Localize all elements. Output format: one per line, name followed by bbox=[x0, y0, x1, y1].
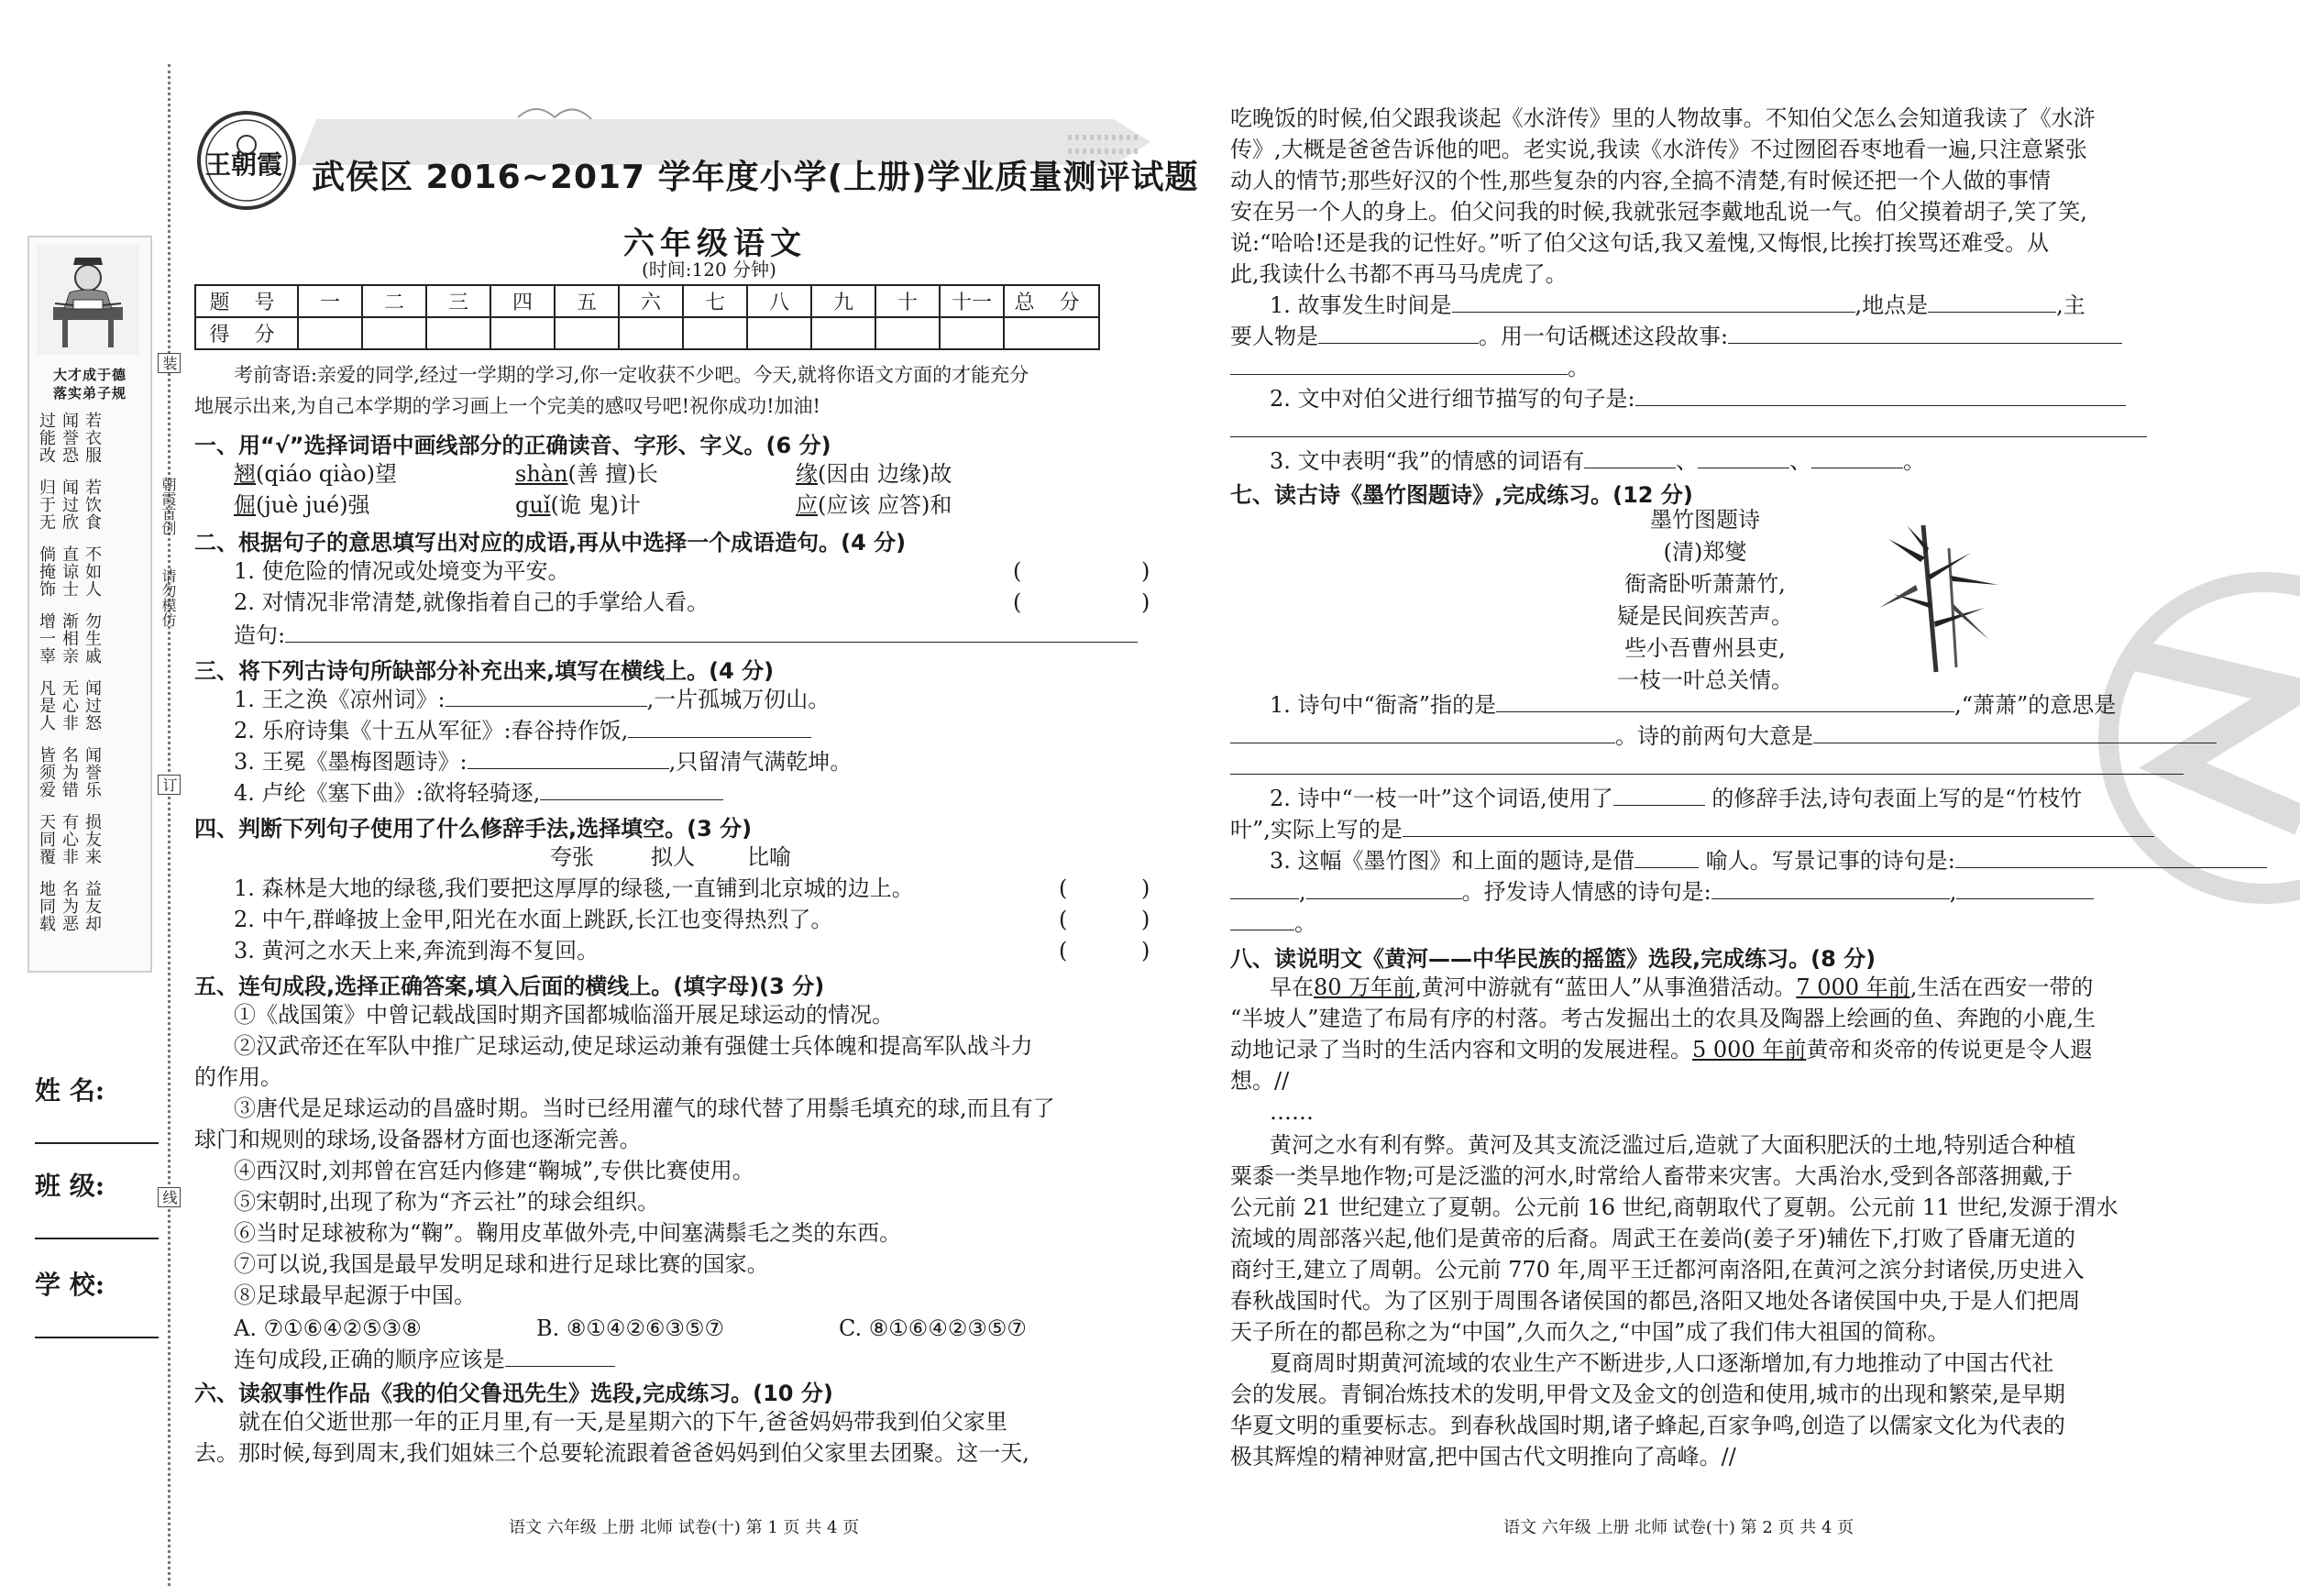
q7-prompt: 1. 诗句中“衙斋”指的是 bbox=[1270, 692, 1497, 718]
score-input-cell[interactable] bbox=[1004, 317, 1099, 349]
proverb-col: 名为恶 bbox=[60, 880, 79, 932]
q5-order-blank[interactable] bbox=[505, 1344, 615, 1367]
score-cell: 五 bbox=[555, 285, 619, 317]
q3-line bbox=[234, 715, 811, 746]
q8-passage-line: 天子所在的都邑称之为“中国”,久而久之,“中国”成了我们伟大祖国的简称。 bbox=[1230, 1319, 1950, 1345]
q7-blank-line bbox=[1230, 908, 1316, 939]
q8-text: ,生活在西安一带的 bbox=[1909, 974, 2094, 1000]
proverb-col: 天同覆 bbox=[37, 813, 56, 865]
proverb-item bbox=[37, 746, 217, 798]
q2-sentence-blank[interactable] bbox=[285, 620, 1138, 643]
q4-option: 比喻 bbox=[747, 844, 791, 870]
score-cell: 十一 bbox=[940, 285, 1004, 317]
q1-target: shàn bbox=[515, 461, 568, 487]
q7-blank[interactable] bbox=[1634, 845, 1699, 868]
q3-line bbox=[234, 746, 852, 777]
q5-order bbox=[234, 1344, 615, 1375]
q2-make-label: 造句: bbox=[234, 622, 286, 648]
proverb-item bbox=[37, 813, 217, 865]
binding-tag: 装 bbox=[158, 353, 181, 373]
q1-item bbox=[796, 458, 952, 490]
motto-line: 大才成于德 bbox=[52, 367, 127, 383]
scholar-figure-icon bbox=[37, 245, 139, 355]
q6-heading: 六、读叙事性作品《我的伯父鲁迅先生》选段,完成练习。(10 分) bbox=[194, 1381, 833, 1406]
q1-options[interactable]: (juè jué)强 bbox=[256, 492, 370, 518]
proverb-col: 倘掩饰 bbox=[37, 545, 56, 598]
poem-line: 疑是民间疾苦声。 bbox=[1617, 603, 1793, 629]
q7-blank[interactable] bbox=[1230, 721, 1615, 743]
q4-answer-close: ) bbox=[1141, 875, 1150, 901]
q5-choice-a[interactable]: A. ⑦①⑥④②⑤③⑧ bbox=[234, 1315, 422, 1341]
proverb-col: 过能改 bbox=[37, 412, 56, 464]
name-label: 姓 名: bbox=[35, 1075, 105, 1106]
q8-passage-line: 商纣王,建立了周朝。公元前 770 年,周平王迁都河南洛阳,在黄河之滨分封诸侯,历史进入 bbox=[1230, 1257, 2085, 1282]
score-cell: 六 bbox=[619, 285, 683, 317]
q6-q1b-prompt: 要人物是 bbox=[1230, 324, 1318, 349]
proverb-col: 勿生戚 bbox=[83, 612, 102, 665]
q6-emotion-blank[interactable] bbox=[1698, 446, 1789, 468]
score-input-cell[interactable] bbox=[875, 317, 940, 349]
q6-detail-blank[interactable] bbox=[1230, 414, 2147, 437]
q6-place-blank[interactable] bbox=[1928, 290, 2056, 313]
q8-passage-line: 夏商周时期黄河流域的农业生产不断进步,人口逐渐增加,有力地推动了中国古代社 bbox=[1270, 1350, 2054, 1376]
q6-passage-line: 去。那时候,每到周末,我们姐妹三个总要轮流跟着爸爸妈妈到伯父家里去团聚。这一天, bbox=[194, 1440, 1029, 1466]
proverb-col: 闻誉乐 bbox=[83, 746, 102, 798]
q3-blank[interactable] bbox=[628, 715, 811, 738]
proverb-col: 闻过怒 bbox=[83, 679, 102, 732]
q6-question-3 bbox=[1270, 446, 1925, 477]
q2-line: 2. 对情况非常清楚,就像指着自己的手掌给人看。 bbox=[234, 589, 710, 615]
q8-ellipsis: …… bbox=[1270, 1099, 1314, 1125]
score-input-cell[interactable] bbox=[683, 317, 747, 349]
q5-choice-c[interactable]: C. ⑧①⑥④②③⑤⑦ bbox=[839, 1315, 1027, 1341]
q7-sep: , bbox=[1299, 879, 1306, 905]
q7-tail: 的修辞手法,诗句表面上写的是“竹枝竹 bbox=[1704, 786, 2083, 811]
q1-target: 缘 bbox=[796, 461, 818, 487]
q8-passage-line bbox=[1230, 1034, 2092, 1065]
q7-blank[interactable] bbox=[1711, 876, 1950, 899]
score-cell: 二 bbox=[362, 285, 426, 317]
proverb-col: 皆须爱 bbox=[37, 746, 56, 798]
bamboo-painting bbox=[1870, 521, 2003, 677]
score-row bbox=[195, 317, 1099, 349]
name-field[interactable] bbox=[35, 1142, 159, 1144]
q1-target: 翘 bbox=[234, 461, 256, 487]
q7-question-3 bbox=[1270, 845, 2267, 876]
score-input-cell[interactable] bbox=[940, 317, 1004, 349]
q6-emotion-blank[interactable] bbox=[1584, 446, 1676, 468]
q5-heading: 五、连句成段,选择正确答案,填入后面的横线上。(填字母)(3 分) bbox=[194, 974, 825, 999]
class-field[interactable] bbox=[35, 1238, 159, 1239]
q8-passage-line: 公元前 21 世纪建立了夏朝。公元前 16 世纪,商朝取代了夏朝。公元前 11 世纪,发源于渭水 bbox=[1230, 1194, 2118, 1220]
q7-blank[interactable] bbox=[1306, 876, 1462, 899]
proverb-col: 闻过欣 bbox=[60, 479, 79, 531]
q6-question-1b bbox=[1230, 321, 2122, 352]
page-title: 武侯区 2016~2017 学年度小学(上册)学业质量测评试题 bbox=[312, 159, 1199, 196]
q8-text: 动地记录了当时的生活内容和文明的发展进程。 bbox=[1230, 1037, 1692, 1062]
q7-blank-line bbox=[1230, 752, 2184, 783]
q7-question-2 bbox=[1270, 783, 2082, 814]
score-cell: 九 bbox=[811, 285, 875, 317]
q6-detail-line2 bbox=[1230, 414, 2147, 446]
q7-tail: 喻人。写景记事的诗句是: bbox=[1699, 848, 1955, 874]
school-field[interactable] bbox=[35, 1337, 159, 1338]
binding-note: 朝霞首创 bbox=[160, 477, 177, 535]
q5-order-label: 连句成段,正确的顺序应该是 bbox=[234, 1347, 505, 1372]
q4-line: 1. 森林是大地的绿毯,我们要把这厚厚的绿毯,一直铺到北京城的边上。 bbox=[234, 875, 914, 901]
q6-separator: 、 bbox=[1676, 448, 1699, 474]
proverb-col: 有心非 bbox=[60, 813, 79, 865]
proverb-col: 增一辜 bbox=[37, 612, 56, 665]
score-cell: 三 bbox=[426, 285, 490, 317]
proverb-item bbox=[37, 412, 217, 464]
q7-tail: 。诗的前两句大意是 bbox=[1615, 723, 1813, 749]
proverb-col: 直谅士 bbox=[60, 545, 79, 598]
passage-line: 吃晚饭的时候,伯父跟我谈起《水浒传》里的人物故事。不知伯父怎么会知道我读了《水浒 bbox=[1230, 105, 2096, 131]
q3-heading: 三、将下列古诗句所缺部分补充出来,填写在横线上。(4 分) bbox=[194, 658, 775, 684]
q6-question-1 bbox=[1270, 290, 2085, 321]
q1-options[interactable]: (因由 边缘)故 bbox=[818, 461, 952, 487]
score-cell: 十 bbox=[875, 285, 940, 317]
q4-answer-open[interactable]: ( bbox=[1059, 875, 1068, 901]
q5-line: ④西汉时,刘邦曾在宫廷内修建“鞠城”,专供比赛使用。 bbox=[234, 1158, 754, 1183]
score-input-cell[interactable] bbox=[490, 317, 555, 349]
poem-line: 些小吾曹州县吏, bbox=[1624, 635, 1786, 661]
proverb-item bbox=[37, 880, 217, 932]
q7-blank[interactable] bbox=[1230, 752, 2184, 775]
score-cell: 八 bbox=[747, 285, 811, 317]
binding-note: 请勿模仿 bbox=[160, 568, 177, 627]
exam-time: (时间:120 分钟) bbox=[642, 259, 776, 281]
q7-blank[interactable] bbox=[1956, 876, 2094, 899]
q6-period: 。 bbox=[1903, 448, 1926, 474]
score-input-cell[interactable] bbox=[555, 317, 619, 349]
q3-prompt: 3. 王冕《墨梅图题诗》: bbox=[234, 749, 468, 775]
q1-target: guǐ bbox=[515, 492, 551, 518]
q2-answer-open[interactable]: ( bbox=[1013, 589, 1022, 615]
passage-line: 说:“哈哈!还是我的记性好。”听了伯父这句话,我又羞愧,又悔恨,比挨打挨骂还难受。从 bbox=[1230, 230, 2050, 256]
score-input-cell[interactable] bbox=[811, 317, 875, 349]
page-footer: 语文 六年级 上册 北师 试卷(十) 第 2 页 共 4 页 bbox=[1503, 1518, 1854, 1537]
q1-item bbox=[234, 490, 370, 521]
q7-period: 。 bbox=[1294, 910, 1316, 936]
proverb-list bbox=[37, 412, 217, 932]
q6-q1-place: ,地点是 bbox=[1854, 292, 1929, 318]
q7-blank[interactable] bbox=[1955, 845, 2267, 868]
q7-question-1b bbox=[1230, 721, 2217, 752]
q3-blank[interactable] bbox=[446, 684, 647, 707]
q1-item bbox=[234, 458, 397, 490]
score-table bbox=[194, 284, 1100, 350]
q8-underlined: 80 万年前 bbox=[1314, 974, 1415, 1000]
q8-text: 早在 bbox=[1270, 974, 1314, 1000]
q6-detail-blank[interactable] bbox=[1635, 383, 2126, 406]
score-input-cell[interactable] bbox=[619, 317, 683, 349]
q5-line: ⑥当时足球被称为“鞠”。鞠用皮革做外壳,中间塞满鬃毛之类的东西。 bbox=[234, 1220, 902, 1246]
q3-blank[interactable] bbox=[468, 746, 669, 769]
q4-answer-close: ) bbox=[1141, 938, 1150, 963]
proverb-item bbox=[37, 612, 217, 665]
q7-blank[interactable] bbox=[1230, 876, 1299, 899]
q7-tail: 。抒发诗人情感的诗句是: bbox=[1461, 879, 1711, 905]
q1-target: 倔 bbox=[234, 492, 256, 518]
passage-line: 此,我读什么书都不再马马虎虎了。 bbox=[1230, 261, 1568, 287]
q5-line: ②汉武帝还在军队中推广足球运动,使足球运动兼有强健士兵体魄和提高军队战斗力 bbox=[234, 1033, 1033, 1059]
passage-line: 安在另一个人的身上。伯父问我的时候,我就张冠李戴地乱说一气。伯父摸着胡子,笑了笑, bbox=[1230, 199, 2087, 225]
q3-line bbox=[234, 684, 830, 715]
q1-options[interactable]: (qiáo qiào)望 bbox=[256, 461, 397, 487]
q1-item bbox=[515, 490, 641, 521]
q5-line: ③唐代是足球运动的昌盛时期。当时已经用灌气的球代替了用鬃毛填充的球,而且有了 bbox=[234, 1095, 1055, 1121]
q6-q2-prompt: 2. 文中对伯父进行细节描写的句子是: bbox=[1270, 386, 1635, 412]
proverb-col: 归于无 bbox=[37, 479, 56, 531]
q7-blank[interactable] bbox=[1496, 689, 1954, 712]
score-cell: 一 bbox=[298, 285, 362, 317]
proverb-col: 不如人 bbox=[83, 545, 102, 598]
q7-question-3b bbox=[1230, 876, 2094, 908]
q6-q3-prompt: 3. 文中表明“我”的情感的词语有 bbox=[1270, 448, 1585, 474]
proverb-col: 名为错 bbox=[60, 746, 79, 798]
q2-answer-close: ) bbox=[1141, 589, 1150, 615]
proverb-col: 无心非 bbox=[60, 679, 79, 732]
q5-line: ⑤宋朝时,出现了称为“齐云社”的球会组织。 bbox=[234, 1189, 660, 1215]
intro-line: 地展示出来,为自己本学期的学习画上一个完美的感叹号吧!祝你成功!加油! bbox=[194, 395, 820, 417]
poem-line: 一枝一叶总关情。 bbox=[1617, 667, 1793, 693]
class-label: 班 级: bbox=[35, 1171, 105, 1201]
q7-tail: ,“萧萧”的意思是 bbox=[1954, 692, 2117, 718]
q6-q1b-summary: 。用一句话概述这段故事: bbox=[1479, 324, 1729, 349]
q3-tail: ,一片孤城万仞山。 bbox=[646, 687, 831, 712]
q5-line: ⑧足球最早起源于中国。 bbox=[234, 1282, 476, 1308]
q6-passage-line: 就在伯父逝世那一年的正月里,有一天,是星期六的下午,爸爸妈妈带我到伯父家里 bbox=[238, 1409, 1007, 1435]
proverb-col: 若衣服 bbox=[83, 412, 102, 464]
q7-prompt: 叶”,实际上写的是 bbox=[1230, 817, 1403, 842]
q8-passage-line: 流域的周部落兴起,他们是黄帝的后裔。周武王在姜尚(姜子牙)辅佐下,打败了昏庸无道的 bbox=[1230, 1226, 2075, 1251]
q8-underlined: 5 000 年前 bbox=[1692, 1037, 1807, 1062]
q7-sep: , bbox=[1949, 879, 1957, 905]
q2-heading: 二、根据句子的意思填写出对应的成语,再从中选择一个成语造句。(4 分) bbox=[194, 530, 907, 556]
q2-answer-close: ) bbox=[1141, 558, 1150, 584]
proverb-col: 若饮食 bbox=[83, 479, 102, 531]
q6-summary-blank[interactable] bbox=[1728, 321, 2122, 344]
score-header-row bbox=[195, 285, 1099, 317]
q1-options[interactable]: (应该 应答)和 bbox=[818, 492, 952, 518]
proverb-col: 闻誉恐 bbox=[60, 412, 79, 464]
q8-passage-line: 黄河之水有利有弊。黄河及其支流泛滥过后,造就了大面积肥沃的土地,特别适合种植 bbox=[1270, 1132, 2076, 1158]
poem-line: 衙斋卧听萧萧竹, bbox=[1624, 571, 1786, 597]
score-input-cell[interactable] bbox=[298, 317, 362, 349]
q1-heading: 一、用“√”选择词语中画线部分的正确读音、字形、字义。(6 分) bbox=[194, 433, 831, 458]
q7-blank[interactable] bbox=[1613, 783, 1705, 806]
subject-title: 六年级语文 bbox=[623, 226, 807, 262]
q7-question-2b bbox=[1230, 814, 2154, 845]
q6-q1-prompt: 1. 故事发生时间是 bbox=[1270, 292, 1452, 318]
q1-item bbox=[796, 490, 952, 521]
q7-question-1 bbox=[1270, 689, 2116, 721]
q4-answer-open[interactable]: ( bbox=[1059, 907, 1068, 932]
q2-line: 1. 使危险的情况或处境变为平安。 bbox=[234, 558, 570, 584]
page-footer: 语文 六年级 上册 北师 试卷(十) 第 1 页 共 4 页 bbox=[509, 1518, 860, 1537]
q7-blank[interactable] bbox=[1403, 814, 2154, 837]
q6-period: 。 bbox=[1568, 355, 1590, 380]
proverb-col: 地同载 bbox=[37, 880, 56, 932]
q6-separator: 、 bbox=[1789, 448, 1812, 474]
score-cell: 总 分 bbox=[1004, 285, 1099, 317]
q7-prompt: 2. 诗中“一枝一叶”这个词语,使用了 bbox=[1270, 786, 1613, 811]
q2-answer-open[interactable]: ( bbox=[1013, 558, 1022, 584]
passage-line: 传》,大概是爸爸告诉他的吧。老实说,我读《水浒传》不过囫囵吞枣地看一遍,只注意紧张 bbox=[1230, 137, 2087, 162]
q6-characters-blank[interactable] bbox=[1318, 321, 1479, 344]
proverb-col: 凡是人 bbox=[37, 679, 56, 732]
sidebar-panel bbox=[28, 236, 152, 973]
q1-options[interactable]: (善 擅)长 bbox=[567, 461, 658, 487]
q2-sentence bbox=[234, 620, 1138, 651]
q6-summary-line2 bbox=[1230, 352, 1590, 383]
proverb-item bbox=[37, 545, 217, 598]
q3-prompt: 2. 乐府诗集《十五从军征》:春谷持作饭, bbox=[234, 718, 629, 743]
q4-answer-open[interactable]: ( bbox=[1059, 938, 1068, 963]
q6-question-2 bbox=[1270, 383, 2126, 414]
q3-prompt: 4. 卢纶《塞下曲》:欲将轻骑逐, bbox=[234, 780, 541, 806]
proverb-col: 益友却 bbox=[83, 880, 102, 932]
q6-summary-blank[interactable] bbox=[1230, 352, 1568, 375]
proverb-col: 渐相亲 bbox=[60, 612, 79, 665]
q8-underlined: 7 000 年前 bbox=[1796, 974, 1910, 1000]
q3-tail: ,只留清气满乾坤。 bbox=[668, 749, 853, 775]
q5-line: ⑦可以说,我国是最早发明足球和进行足球比赛的国家。 bbox=[234, 1251, 769, 1277]
motto-line: 落实弟子规 bbox=[52, 385, 127, 402]
score-input-cell[interactable] bbox=[747, 317, 811, 349]
poem-title: 墨竹图题诗 bbox=[1650, 507, 1760, 533]
score-cell: 七 bbox=[683, 285, 747, 317]
q4-option: 拟人 bbox=[651, 844, 695, 870]
q8-passage-line: 春秋战国时代。为了区别于周围各诸侯国的都邑,洛阳又地处各诸侯国中央,于是人们把周 bbox=[1230, 1288, 2081, 1314]
q6-emotion-blank[interactable] bbox=[1811, 446, 1903, 468]
q4-line: 3. 黄河之水天上来,奔流到海不复回。 bbox=[234, 938, 600, 963]
poem-block bbox=[1595, 504, 1815, 697]
q8-passage-line: 粟黍一类旱地作物;可是泛滥的河水,时常给人畜带来灾害。大禹治水,受到各部落拥戴,于 bbox=[1230, 1163, 2073, 1189]
logo-text: 王朝霞 bbox=[205, 149, 283, 180]
q4-answer-close: ) bbox=[1141, 907, 1150, 932]
proverb-item bbox=[37, 479, 217, 531]
passage-line: 动人的情节;那些好汉的个性,那些复杂的内容,全搞不清楚,有时候还把一个人做的事情 bbox=[1230, 168, 2051, 193]
proverb-col: 损友来 bbox=[83, 813, 102, 865]
q8-passage-line: 华夏文明的重要标志。到春秋战国时期,诸子蜂起,百家争鸣,创造了以儒家文化为代表的 bbox=[1230, 1413, 2065, 1438]
proverb-item bbox=[37, 679, 217, 732]
q8-heading: 八、读说明文《黄河——中华民族的摇篮》选段,完成练习。(8 分) bbox=[1230, 946, 1876, 972]
q7-prompt: 3. 这幅《墨竹图》和上面的题诗,是借 bbox=[1270, 848, 1635, 874]
q8-passage-line: “半坡人”建造了布局有序的村落。考古发掘出土的农具及陶器上绘画的鱼、奔跑的小鹿,生 bbox=[1230, 1006, 2096, 1031]
q8-passage-line bbox=[1270, 972, 2093, 1003]
q3-prompt: 1. 王之涣《凉州词》: bbox=[234, 687, 446, 712]
q8-text: ,黄河中游就有“蓝田人”从事渔猎活动。 bbox=[1414, 974, 1797, 1000]
q1-options[interactable]: (诡 鬼)计 bbox=[550, 492, 641, 518]
q5-line: 球门和规则的球场,设备器材方面也逐渐完善。 bbox=[194, 1127, 642, 1152]
q6-q1-tail: ,主 bbox=[2056, 292, 2085, 318]
poem-author: (清)郑燮 bbox=[1663, 539, 1747, 565]
q6-time-blank[interactable] bbox=[1452, 290, 1855, 313]
score-input-cell[interactable] bbox=[426, 317, 490, 349]
q8-passage-line: 极其辉煌的精神财富,把中国古代文明推向了高峰。// bbox=[1230, 1444, 1736, 1469]
q1-target: 应 bbox=[796, 492, 818, 518]
q3-blank[interactable] bbox=[540, 777, 723, 800]
q7-heading: 七、读古诗《墨竹图题诗》,完成练习。(12 分) bbox=[1230, 482, 1693, 508]
score-input-cell[interactable] bbox=[362, 317, 426, 349]
q5-choice-b[interactable]: B. ⑧①④②⑥③⑤⑦ bbox=[536, 1315, 725, 1341]
q8-passage-line: 想。// bbox=[1230, 1068, 1290, 1094]
q4-option: 夸张 bbox=[550, 844, 594, 870]
q5-line: 的作用。 bbox=[194, 1064, 282, 1090]
q5-line: ①《战国策》中曾记载战国时期齐国都城临淄开展足球运动的情况。 bbox=[234, 1002, 894, 1028]
binding-tag: 订 bbox=[158, 775, 181, 795]
school-label: 学 校: bbox=[35, 1270, 105, 1300]
q4-heading: 四、判断下列句子使用了什么修辞手法,选择填空。(3 分) bbox=[194, 816, 753, 842]
q1-item bbox=[515, 458, 658, 490]
q7-blank[interactable] bbox=[1813, 721, 2217, 743]
score-label: 得 分 bbox=[195, 317, 298, 349]
q8-passage-line: 会的发展。青铜冶炼技术的发明,甲骨文及金文的创造和使用,城市的出现和繁荣,是早期 bbox=[1230, 1381, 2065, 1407]
intro-line: 考前寄语:亲爱的同学,经过一学期的学习,你一定收获不少吧。今天,就将你语文方面的才能充分 bbox=[234, 364, 1029, 386]
q4-line: 2. 中午,群峰披上金甲,阳光在水面上跳跃,长江也变得热烈了。 bbox=[234, 907, 833, 932]
q8-text: 黄帝和炎帝的传说更是令人遐 bbox=[1806, 1037, 2093, 1062]
binding-tag: 线 bbox=[158, 1187, 181, 1207]
score-cell: 四 bbox=[490, 285, 555, 317]
q3-line bbox=[234, 777, 723, 809]
q7-blank[interactable] bbox=[1230, 908, 1294, 930]
score-cell: 题 号 bbox=[195, 285, 298, 317]
